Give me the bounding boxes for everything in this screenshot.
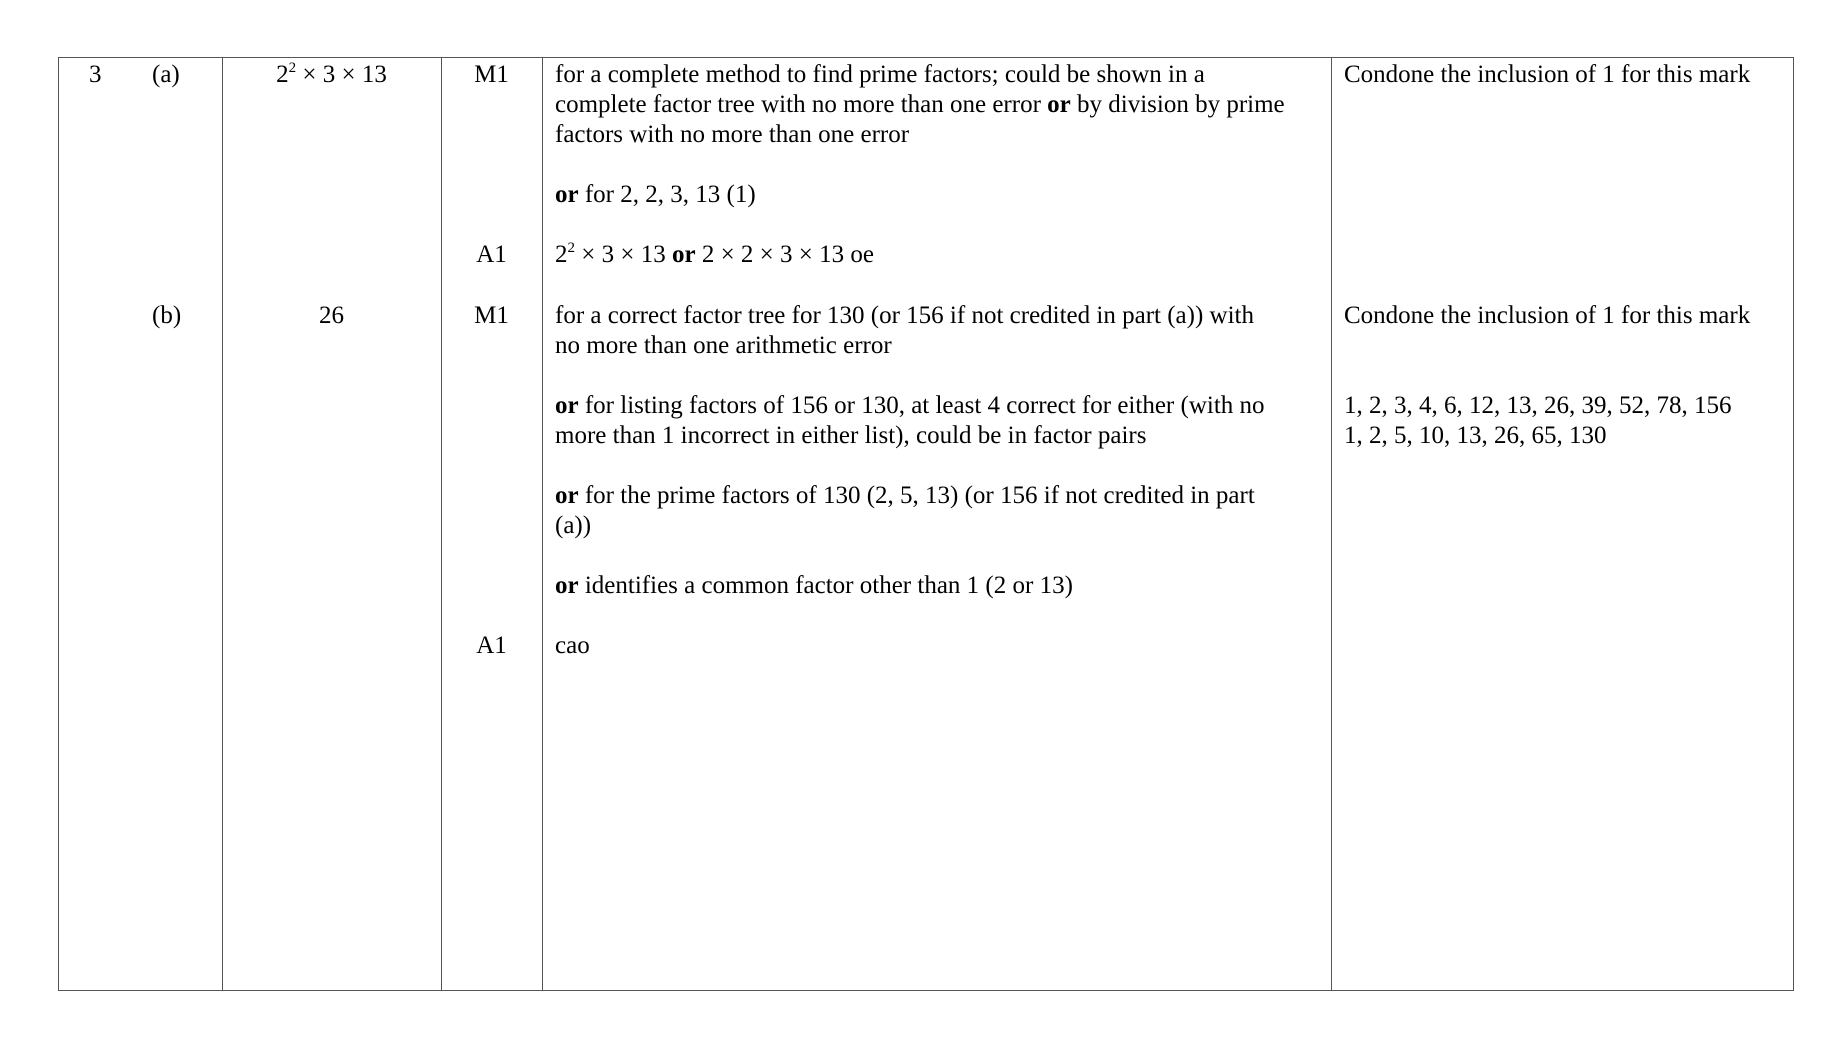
part-b-m1-text: for a correct factor tree for 130 (or 156 if not credited in part (a)) with no more than one arithmetic error xyxy=(555,302,1254,359)
part-b-factor-lists xyxy=(1344,391,1732,451)
column-divider xyxy=(441,58,442,990)
factors-of-156: 1, 2, 3, 4, 6, 12, 13, 26, 39, 52, 78, 156 xyxy=(1344,392,1732,419)
factors-of-130: 1, 2, 5, 10, 13, 26, 65, 130 xyxy=(1344,422,1607,449)
part-b-answer: 26 xyxy=(319,302,344,329)
part-a-guidance: Condone the inclusion of 1 for this mark xyxy=(1344,61,1751,88)
part-b-m1-alternative-common-factor: or identifies a common factor other than 1 (2 or 13) xyxy=(555,572,1073,599)
part-a-m1-text: for a complete method to find prime factors; could be shown in a complete factor tree with no more than one error or by division by prime factors with no more than one error xyxy=(555,61,1285,148)
part-b-m1-code: M1 xyxy=(474,302,509,329)
part-b-m1-alternative-prime-factors: or for the prime factors of 130 (2, 5, 13) (or 156 if not credited in part (a)) xyxy=(555,482,1255,539)
question-number: 3 xyxy=(89,61,102,88)
part-b-a1-code: A1 xyxy=(476,632,507,659)
part-b-label: (b) xyxy=(152,302,182,329)
column-divider xyxy=(222,58,223,990)
part-a-answer: $2^2 \times 3 \times 13$ xyxy=(276,60,387,88)
part-a-label: (a) xyxy=(152,61,180,88)
part-a-a1-code: A1 xyxy=(476,241,507,268)
part-b-m1-alternative-listing: or for listing factors of 156 or 130, at least 4 correct for either (with no more than 1 incorrect in either list), could be in factor pairs xyxy=(555,392,1265,449)
part-b-a1-text: cao xyxy=(555,632,590,659)
part-a-m1-code: M1 xyxy=(474,61,509,88)
mark-scheme-table xyxy=(58,57,1794,991)
column-divider xyxy=(1331,58,1332,990)
part-a-a1-text: $2^2 \times 3 \times 13$ or 2 × 2 × 3 × 13 oe xyxy=(555,240,874,268)
column-divider xyxy=(542,58,543,990)
part-a-m1-alternative: or for 2, 2, 3, 13 (1) xyxy=(555,181,756,208)
part-b-guidance: Condone the inclusion of 1 for this mark xyxy=(1344,302,1751,329)
